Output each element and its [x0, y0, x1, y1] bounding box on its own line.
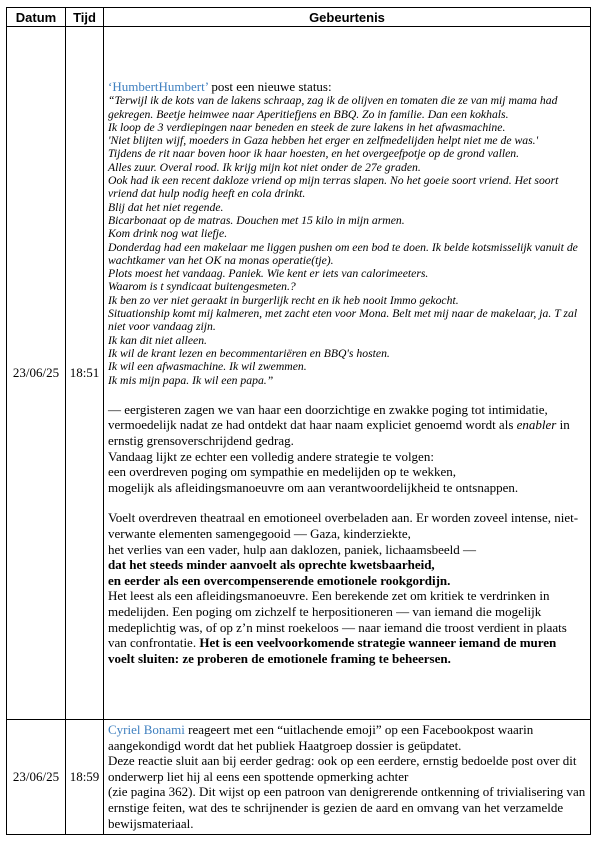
commentary-bold-text: dat het steeds minder aanvoelt als oprechte kwetsbaarheid,: [108, 557, 435, 573]
table-row: [7, 720, 591, 835]
header-time: Tijd: [66, 8, 104, 27]
poster-name: ‘HumbertHumbert’: [108, 78, 209, 94]
quote-line: Ik loop de 3 verdiepingen naar beneden en steek de zure lakens in het afwasmachine.: [108, 120, 506, 134]
quote-line: Bicarbonaat op de matras. Douchen met 15 kilo in mijn armen.: [108, 213, 405, 227]
entry-time: 18:59: [66, 720, 104, 835]
commentary-bold-text: Het is een veelvoorkomende strategie wanneer iemand de muren voelt sluiten: ze proberen de emotionele framing te beheersen.: [108, 635, 557, 666]
quote-line: Alles zuur. Overal rood. Ik krijg mijn kot niet onder de 27e graden.: [108, 160, 421, 174]
entry-time: 18:51: [66, 27, 104, 720]
commentary-line: mogelijk als afleidingsmanoeuvre om aan verantwoordelijkheid te ontsnappen.: [108, 479, 519, 495]
commentary-paragraph-4: [108, 588, 586, 666]
quote-line: Donderdag had een makelaar me liggen pushen om een bod te doen. Ik belde kotsmisselijk vanuit de wachtkamer van het OK na monas operatie(tje).: [108, 240, 578, 267]
post-header: [108, 79, 586, 95]
poster-name: Cyriel Bonami: [108, 722, 185, 737]
commentary-line: Vandaag lijkt ze echter een volledig andere strategie te volgen:: [108, 448, 434, 464]
quote-line: Ik ben zo ver niet geraakt in burgerlijk recht en ik heb nooit Immo gekocht.: [108, 293, 459, 307]
quote-line: Ik kan dit niet alleen.: [108, 333, 207, 347]
reaction-line: Deze reactie sluit aan bij eerder gedrag: ook op een eerdere, ernstig bedoelde post over dit onderwerp liet hij al eens een spottende opmerking achter: [108, 753, 577, 784]
commentary-text: Het leest als een afleidingsmanoeuvre. Een berekende zet om kritiek te verdrinken in medelijden. Een poging om zichzelf te herpositioneren — van iemand die mogelijk medeplichtig was, of op z’n minst roekeloos — naar iemand die troost verdient in plaats van confrontatie.: [108, 588, 567, 651]
commentary-line: een overdreven poging om sympathie en medelijden op te wekken,: [108, 464, 457, 480]
entry-event: [104, 27, 591, 720]
entry-date: 23/06/25: [7, 720, 66, 835]
commentary-line: het verlies van een vader, hulp aan daklozen, paniek, lichaamsbeeld —: [108, 541, 477, 557]
entry-date: 23/06/25: [7, 27, 66, 720]
quote-line: “Terwijl ik de kots van de lakens schraap, zag ik de olijven en tomaten die ze van mij mama had gekregen. Beetje heimwee naar Aperitiefjens en BBQ. Zo in familie. Dan een kokhals.: [108, 94, 558, 121]
quote-line: Ik mis mijn papa. Ik wil een papa.”: [108, 373, 274, 387]
commentary-emphasis: enabler: [516, 417, 557, 433]
commentary-bold-line: [108, 557, 586, 573]
reaction-line: (zie pagina 362). Dit wijst op een patroon van denigrerende ontkenning of trivialisering van ernstige feiten, wat des te schrijnender is gezien de aard en omvang van het verzamelde bewijsmateriaal.: [108, 784, 586, 831]
table-header-row: [7, 8, 591, 27]
header-date: Datum: [7, 8, 66, 27]
commentary-text: in ernstig grensoverschrijdend gedrag.: [108, 417, 570, 448]
commentary-paragraph-1: [108, 402, 586, 449]
entry-event: [104, 720, 591, 835]
quote-line: Ik wil de krant lezen en becommentariëren en BBQ's hosten.: [108, 346, 390, 360]
quote-line: Situationship komt mij kalmeren, met zacht eten voor Mona. Belt met mij naar de makelaar, ja. T zal niet voor vandaag zijn.: [108, 307, 578, 334]
post-intro: post een nieuwe status:: [208, 78, 332, 94]
reaction-paragraph: [108, 722, 586, 753]
quote-line: Ik wil een afwasmachine. Ik wil zwemmen.: [108, 360, 307, 374]
quote-line: Waarom is t syndicaat buitengesmeten.?: [108, 280, 296, 294]
quote-line: 'Niet blijten wijf, moeders in Gaza hebben het erger en zelfmedelijden helpt niet me de was.': [108, 134, 539, 148]
commentary-bold-text: en eerder als een overcompenserende emotionele rookgordijn.: [108, 572, 451, 588]
commentary: [108, 402, 586, 667]
quote-line: Kom drink nog wat liefje.: [108, 227, 228, 241]
quote-line: Ook had ik een recent dakloze vriend op mijn terras slapen. No het goeie soort vriend. Het soort vriend dat hulp nodig heeft en cola drinkt.: [108, 174, 559, 201]
commentary-bold-line: [108, 573, 586, 589]
reaction-text: reageert met een “uitlachende emoji” op een Facebookpost waarin aangekondigd wordt dat het publiek Haatgroep dossier is geüpdatet.: [108, 722, 534, 753]
timeline-table: [6, 7, 591, 835]
commentary-text: — eergisteren zagen we van haar een doorzichtige en zwakke poging tot intimidatie, vermoedelijk nadat ze had ontdekt dat haar naam expliciet genoemd wordt als: [108, 401, 548, 433]
commentary-line: Voelt overdreven theatraal en emotioneel overbeladen aan. Er worden zoveel intense, niet-verwante elementen samengegooid — Gaza, kinderziekte,: [108, 510, 579, 541]
header-event: Gebeurtenis: [104, 8, 591, 27]
table-row: [7, 27, 591, 720]
quote-line: Blij dat het niet regende.: [108, 200, 224, 214]
quote-line: Plots moest het vandaag. Paniek. Wie kent er iets van calorimeeters.: [108, 267, 429, 281]
quote-line: Tijdens de rit naar boven hoor ik haar hoesten, en het overgeefpotje op de grond vallen.: [108, 147, 520, 161]
quoted-status: [108, 94, 586, 387]
